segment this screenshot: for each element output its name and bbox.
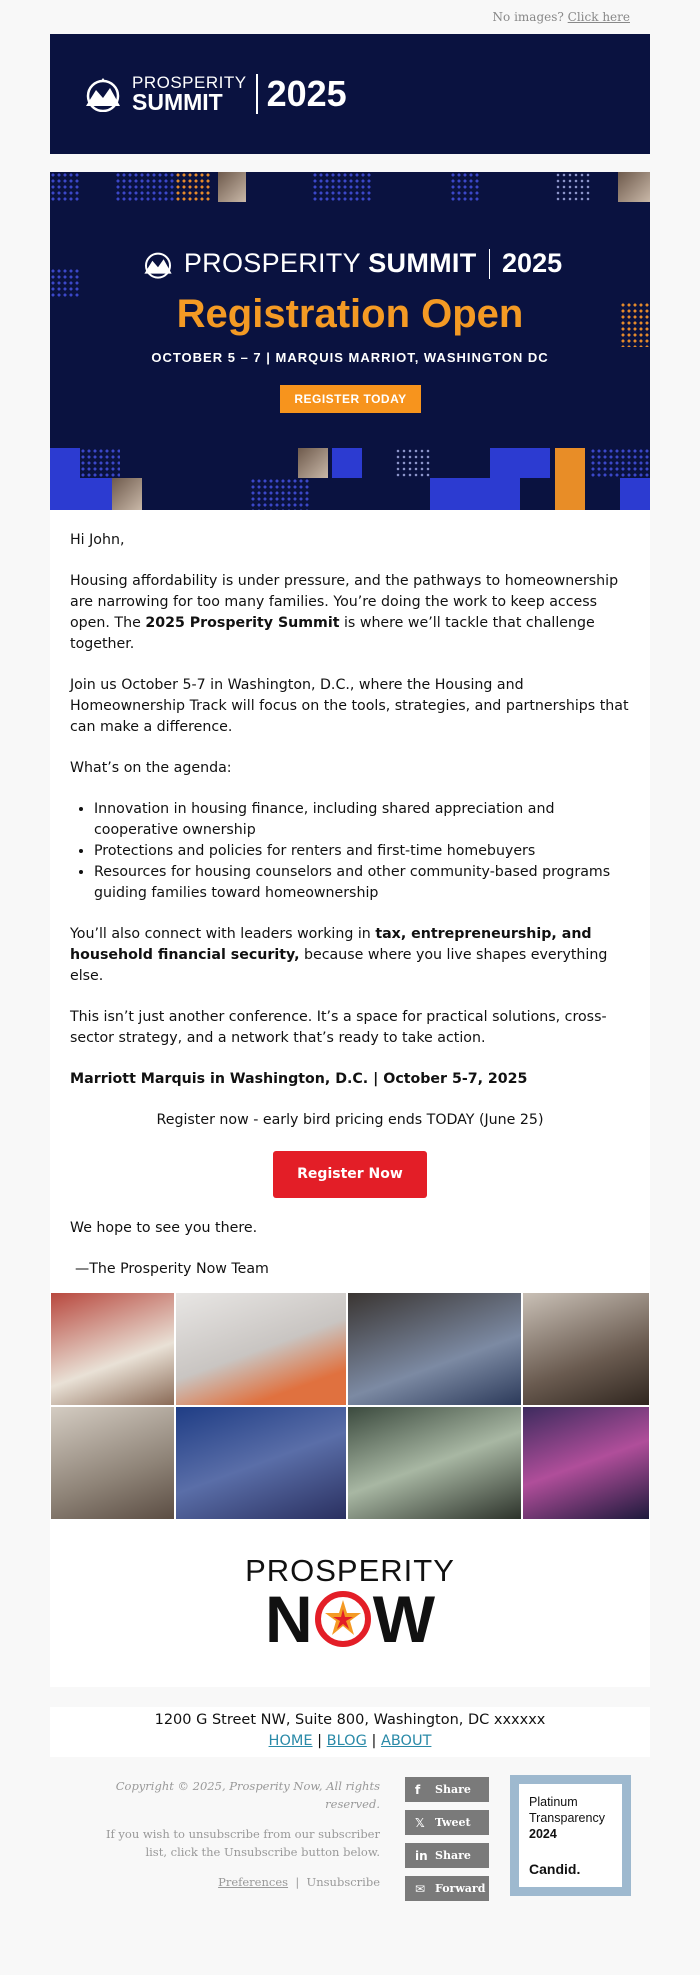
prosperity-summit-logo[interactable] — [78, 73, 347, 115]
address-block — [50, 1707, 650, 1757]
blog-link[interactable]: BLOG — [326, 1733, 367, 1749]
header-banner — [50, 34, 650, 154]
facebook-share-button[interactable]: f Share — [405, 1777, 489, 1802]
agenda-item: • Protections and policies for renters and first-time homebuyers — [94, 841, 630, 862]
x-icon: 𝕏 — [415, 1815, 425, 1830]
venue-line: Marriott Marquis in Washington, D.C. | October 5-7, 2025 — [70, 1071, 528, 1087]
event-photo — [522, 1292, 650, 1406]
hero-logo-year: 2025 — [502, 248, 563, 278]
linkedin-share-button[interactable]: in Share — [405, 1843, 489, 1868]
closing-line: We hope to see you there. — [70, 1220, 258, 1236]
register-now-button[interactable]: Register Now — [273, 1151, 427, 1198]
logo-word-now: N W — [265, 1582, 435, 1656]
hero-logo — [50, 248, 650, 279]
footer-bottom — [50, 1777, 650, 1927]
top-bar — [0, 0, 700, 34]
preferences-link[interactable]: Preferences — [218, 1875, 289, 1889]
logo-divider — [256, 74, 258, 114]
hero-logo-divider — [489, 249, 491, 279]
no-images-notice: No images? Click here — [492, 10, 630, 24]
attendee-photo — [298, 448, 328, 478]
decor-square — [620, 478, 650, 510]
hero-title: Registration Open — [176, 292, 524, 336]
event-photo — [347, 1292, 522, 1406]
summit-mountain-icon — [78, 76, 128, 112]
greeting: Hi John, — [70, 532, 125, 548]
dot-pattern — [450, 172, 480, 202]
legal-text: Copyright © 2025, Prosperity Now, All rights reserved. If you wish to unsubscribe from our subscriber list, click the Unsubscribe button below. Preferences | Unsubscribe — [90, 1777, 380, 1891]
early-bird-notice: Register now - early bird pricing ends TODAY (June 25) — [156, 1112, 544, 1128]
event-photo — [50, 1406, 175, 1520]
prosperity-now-logo[interactable] — [50, 1520, 650, 1687]
email-container — [50, 34, 650, 1927]
attendee-photo — [618, 172, 650, 202]
footer-nav: HOME | BLOG | ABOUT — [268, 1733, 432, 1749]
leaders-paragraph: You’ll also connect with leaders working in tax, entrepreneurship, and household financial security, because where you live shapes everything else. — [70, 926, 608, 984]
decor-square — [332, 448, 362, 478]
logo-word-prosperity: PROSPERITY — [132, 73, 247, 92]
dot-pattern — [395, 448, 431, 478]
decor-square — [430, 478, 520, 510]
agenda-intro: What’s on the agenda: — [70, 760, 232, 776]
email-body — [50, 510, 650, 1292]
decor-square — [50, 478, 120, 510]
track-paragraph: Join us October 5-7 in Washington, D.C., where the Housing and Homeownership Track will focus on the tools, strategies, and partnerships that can make a difference. — [70, 677, 629, 735]
decor-square — [50, 448, 80, 478]
dot-pattern — [80, 448, 120, 478]
decor-square — [555, 448, 585, 478]
x-tweet-button[interactable]: 𝕏 Tweet — [405, 1810, 489, 1835]
attendee-photo — [112, 478, 142, 510]
agenda-item: • Innovation in housing finance, including shared appreciation and cooperative ownership — [94, 799, 630, 841]
dot-pattern — [312, 172, 372, 202]
about-link[interactable]: ABOUT — [380, 1733, 432, 1749]
dot-pattern — [555, 172, 591, 202]
logo-year: 2025 — [266, 73, 347, 114]
starburst-o-icon — [315, 1591, 371, 1647]
event-photo — [522, 1406, 650, 1520]
mail-icon: ✉ — [415, 1881, 426, 1896]
hero-banner[interactable] — [50, 172, 650, 510]
event-photo — [50, 1292, 175, 1406]
unsubscribe-note: If you wish to unsubscribe from our subscriber list, click the Unsubscribe button below. — [105, 1827, 380, 1859]
social-buttons — [405, 1777, 489, 1909]
dot-pattern — [175, 172, 211, 202]
linkedin-icon: in — [415, 1848, 428, 1863]
hero-logo-text: PROSPERITY SUMMIT — [183, 248, 477, 278]
summit-mountain-icon — [138, 249, 178, 279]
decor-square — [555, 478, 585, 510]
candid-logo: Candid. — [529, 1861, 581, 1877]
click-here-link[interactable]: Click here — [567, 10, 630, 24]
dot-pattern — [590, 448, 650, 478]
home-link[interactable]: HOME — [268, 1733, 313, 1749]
logo-word-prosperity: PROSPERITY — [245, 1553, 455, 1588]
dot-pattern — [115, 172, 175, 202]
candid-transparency-badge[interactable]: Platinum Transparency 2024 Candid. — [510, 1775, 631, 1896]
dot-pattern — [250, 478, 310, 510]
unsubscribe-link[interactable]: Unsubscribe — [306, 1875, 380, 1889]
hero-event-details: OCTOBER 5 – 7 | MARQUIS MARRIOT, WASHINGTON DC — [151, 350, 549, 365]
conference-paragraph: This isn’t just another conference. It’s a space for practical solutions, cross-sector strategy, and a network that’s ready to take action. — [70, 1009, 607, 1046]
copyright: Copyright © 2025, Prosperity Now, All rights reserved. — [115, 1779, 380, 1811]
decor-square — [490, 448, 550, 478]
logo-word-summit: SUMMIT — [132, 89, 223, 115]
event-photo — [347, 1406, 522, 1520]
attendee-photo — [218, 172, 246, 202]
email-forward-button[interactable]: ✉ Forward — [405, 1876, 489, 1901]
dot-pattern — [50, 172, 80, 202]
signature: —The Prosperity Now Team — [75, 1261, 269, 1277]
event-photo-collage — [50, 1292, 650, 1520]
facebook-icon: f — [415, 1782, 421, 1797]
postal-address: 1200 G Street NW, Suite 800, Washington, DC xxxxxx — [154, 1712, 546, 1728]
agenda-list — [70, 799, 630, 904]
intro-paragraph: Housing affordability is under pressure, and the pathways to homeownership are narrowing for too many families. You’re doing the work to keep access open. The 2025 Prosperity Summit is where we’ll tackle that challenge together. — [70, 573, 619, 652]
event-photo — [175, 1406, 347, 1520]
event-photo — [175, 1292, 347, 1406]
agenda-item: • Resources for housing counselors and other community-based programs guiding families toward homeownership — [94, 862, 630, 904]
register-today-button[interactable]: REGISTER TODAY — [280, 385, 421, 413]
